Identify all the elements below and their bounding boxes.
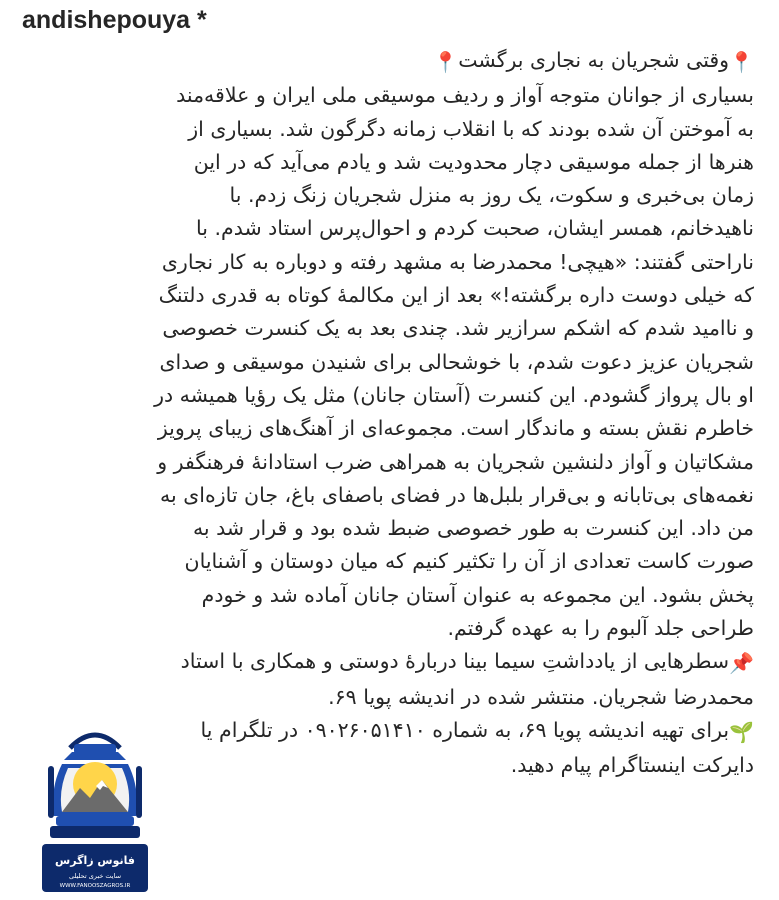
caption-order-text: برای تهیه اندیشه پویا ۶۹، به شماره ۰۹۰۲۶۰۵۱۴۱۰ در تلگرام یا: [200, 717, 730, 742]
caption-line: پخش بشود. این مجموعه به عنوان آستان جانان آماده شد و خودم: [201, 582, 754, 607]
caption-line: مشکاتیان و آواز دلنشین شجریان به همراهی ضرب استادانهٔ فرهنگفر و: [157, 449, 754, 474]
caption-line: نغمه‌های بی‌تابانه و بی‌قرار بلبل‌ها در فضای باصفای باغ، جان تازه‌ای به: [160, 482, 754, 507]
caption-line: زمان بی‌خبری و سکوت، یک روز به منزل شجریان زنگ زدم. با: [229, 183, 754, 208]
caption-line: من داد. این کنسرت به طور خصوصی ضبط شده بود و قرار شد به: [192, 516, 754, 541]
caption-source-line: محمدرضا شجریان. منتشر شده در اندیشه پویا ۶۹.: [328, 684, 754, 709]
caption-line: به آموختن آن شده بودند که با انقلاب زمانه دگرگون شد. بسیاری از: [188, 116, 754, 141]
watermark-logo: [40, 726, 150, 894]
seedling-icon: 🌱: [729, 719, 754, 744]
caption-line: صورت کاست تعدادی از آن را تکثیر کنیم که میان دوستان و آشنایان: [184, 549, 754, 574]
caption-source-text: سطرهایی از یادداشتِ سیما بینا دربارهٔ دوستی و همکاری با استاد: [180, 649, 730, 674]
watermark-name: فانوس زاگرس: [55, 854, 135, 867]
caption-line: او بال پرواز گشودم. این کنسرت (آستان جانان) مثل یک رؤیا همیشه در: [154, 382, 754, 407]
caption-line: که خیلی دوست داره برگشته!» بعد از این مکالمهٔ کوتاه به قدری دلتنگ: [158, 283, 754, 308]
round-pushpin-icon: 📍: [433, 50, 459, 74]
caption-line: هنرها از جمله موسیقی دچار محدودیت شد و یادم می‌آید که در این: [193, 149, 754, 174]
lantern-logo-icon: [40, 726, 150, 894]
caption-line: شجریان عزیز دعوت شدم، با خوشحالی برای شنیدن موسیقی و صدای: [159, 349, 754, 374]
pushpin-icon: 📌: [729, 651, 754, 676]
round-pushpin-icon: 📍: [729, 50, 754, 74]
caption-line: و ناامید شدم که اشکم سرازیر شد. چندی بعد به یک کنسرت خصوصی: [162, 316, 754, 341]
post-caption: [34, 44, 754, 783]
watermark-subtitle: سایت خبری تحلیلی: [68, 872, 122, 880]
caption-line: طراحی جلد آلبوم را به عهده گرفتم.: [447, 616, 754, 641]
caption-order-line: دایرکت اینستاگرام پیام دهید.: [510, 753, 754, 778]
caption-line: بسیاری از جوانان متوجه آواز و ردیف موسیقی ملی ایران و علاقه‌مند: [176, 83, 754, 108]
caption-line: ناهیدخانم، همسر ایشان، صحبت کردم و احوال‌پرس استاد شدم. با: [196, 216, 754, 241]
caption-line: ناراحتی گفتند: «هیچی! محمدرضا به مشهد رفته و دوباره به کار نجاری: [161, 249, 754, 274]
caption-line: خاطرم نقش بسته و ماندگار است. مجموعه‌ای از آهنگ‌های زیبای پرویز: [157, 416, 754, 441]
caption-title: وقتی شجریان به نجاری برگشت: [458, 48, 730, 72]
post-username[interactable]: andishepouya *: [22, 6, 207, 34]
caption-source-line: [34, 645, 754, 680]
watermark-url: WWW.FANOOSZAGROS.IR: [59, 883, 131, 889]
caption-title-line: [34, 44, 754, 79]
